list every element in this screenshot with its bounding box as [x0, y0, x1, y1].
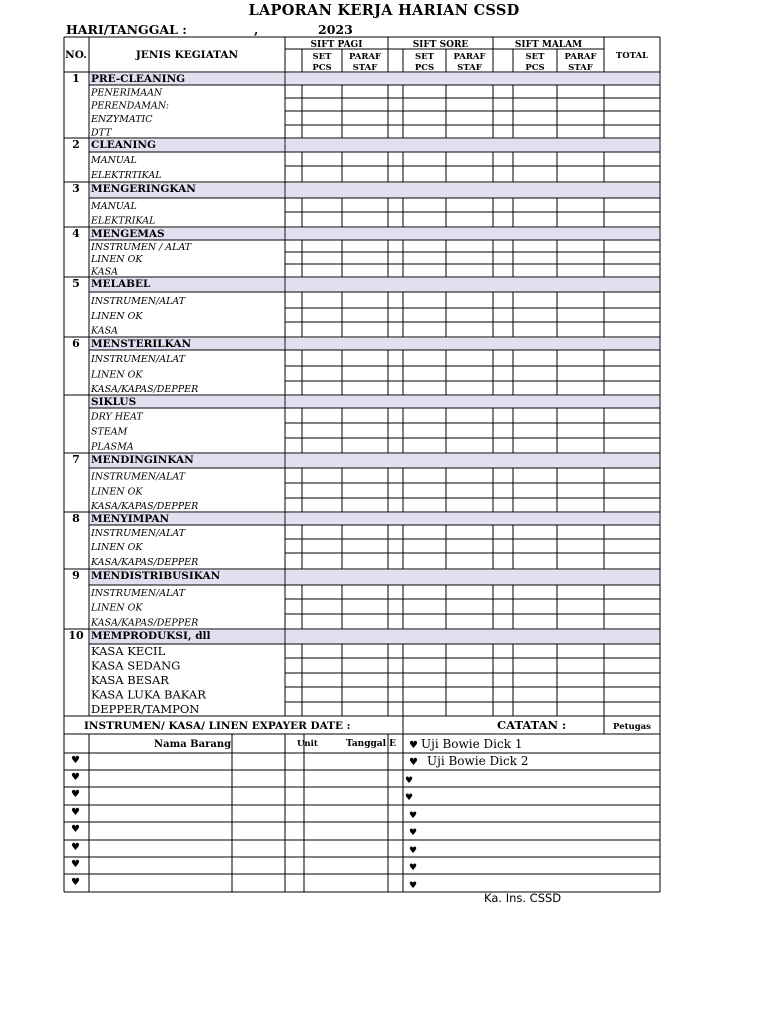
section-shade: [286, 228, 659, 240]
section-shade: [286, 454, 659, 468]
total-header: TOTAL: [615, 51, 649, 61]
date-comma: ,: [254, 22, 259, 37]
section-title: CLEANING: [91, 139, 156, 151]
activity-item: INSTRUMEN/ALAT: [91, 296, 186, 307]
section-title: MENYIMPAN: [91, 513, 170, 525]
section-shade: [286, 338, 659, 350]
paraf-header: PARAF: [453, 52, 486, 62]
activity-item: KASA/KAPAS/DEPPER: [91, 384, 199, 395]
tanggal-header: Tanggal E: [346, 739, 397, 749]
heart-bullet-icon: ♥: [405, 793, 414, 803]
paraf-header: PARAF: [348, 52, 382, 62]
activity-item: INSTRUMEN/ALAT: [91, 588, 186, 599]
section-title: MEMPRODUKSI, dll: [91, 630, 211, 642]
shift-header-3: SIFT MALAM: [514, 40, 583, 50]
activity-item: ELEKTRIKAL: [91, 215, 156, 227]
section-shade: [286, 73, 659, 85]
section-shade: [286, 396, 659, 408]
shift-header-1: SIFT PAGI: [310, 40, 363, 50]
heart-bullet-icon: ♥: [409, 757, 418, 768]
section-title: MENGEMAS: [91, 228, 165, 240]
activity-item: KASA/KAPAS/DEPPER: [91, 617, 199, 629]
heart-bullet-icon: ♥: [71, 789, 80, 800]
section-number: 6: [72, 337, 80, 350]
expiry-title: INSTRUMEN/ KASA/ LINEN EXPAYER DATE :: [84, 720, 351, 732]
note-item: Uji Bowie Dick 1: [421, 737, 523, 751]
activity-item: INSTRUMEN / ALAT: [91, 242, 192, 253]
activity-item: STEAM: [91, 426, 128, 438]
section-shade: [286, 513, 659, 525]
shift-header-2: SIFT SORE: [412, 40, 469, 50]
section-number: 8: [72, 512, 80, 525]
activity-item: KASA: [91, 325, 118, 337]
section-shade: [286, 278, 659, 292]
activity-item: LINEN OK: [91, 254, 143, 265]
pcs-header: PCS: [414, 63, 435, 73]
section-number: 9: [72, 569, 80, 582]
activity-item: KASA KECIL: [91, 644, 166, 658]
activity-item: DRY HEAT: [91, 411, 143, 423]
nama-barang-header: Nama Barang: [154, 739, 232, 750]
section-number: 2: [72, 138, 80, 151]
section-number: 4: [72, 227, 80, 240]
section-number: 10: [68, 629, 84, 642]
heart-bullet-icon: ♥: [71, 772, 80, 783]
note-item: Uji Bowie Dick 2: [427, 754, 529, 768]
activity-item: KASA/KAPAS/DEPPER: [91, 557, 199, 568]
activity-item: LINEN OK: [91, 542, 143, 553]
heart-bullet-icon: ♥: [71, 859, 80, 870]
activity-item: DEPPER/TAMPON: [91, 702, 200, 716]
section-title: MELABEL: [91, 278, 151, 290]
heart-bullet-icon: ♥: [409, 828, 418, 838]
heart-bullet-icon: ♥: [409, 740, 418, 751]
set-header: SET: [525, 52, 545, 62]
section-title: SIKLUS: [91, 396, 137, 408]
section-title: MENDINGINKAN: [91, 454, 194, 466]
section-title: MENDISTRIBUSIKAN: [91, 570, 221, 582]
heart-bullet-icon: ♥: [71, 807, 80, 818]
activity-item: PERENDAMAN:: [91, 100, 169, 112]
petugas-label: Petugas: [613, 722, 651, 732]
activity-item: KASA BESAR: [91, 673, 169, 687]
section-shade: [286, 139, 659, 152]
set-header: SET: [415, 52, 434, 62]
section-title: PRE-CLEANING: [91, 73, 186, 85]
heart-bullet-icon: ♥: [409, 881, 418, 891]
jenis-kegiatan-header: JENIS KEGIATAN: [135, 49, 239, 61]
activity-item: LINEN OK: [91, 602, 143, 614]
section-title: MENSTERILKAN: [91, 338, 192, 350]
heart-bullet-icon: ♥: [71, 824, 80, 835]
section-number: 5: [72, 277, 80, 290]
paraf-header: PARAF: [564, 52, 597, 62]
pcs-header: PCS: [312, 63, 332, 73]
activity-item: KASA LUKA BAKAR: [91, 687, 206, 702]
activity-item: LINEN OK: [91, 311, 143, 322]
activity-item: PENERIMAAN: [91, 87, 163, 99]
heart-bullet-icon: ♥: [409, 811, 418, 821]
pcs-header: PCS: [525, 63, 545, 73]
section-number: 1: [72, 72, 80, 85]
heart-bullet-icon: ♥: [405, 776, 414, 786]
signature-label: Ka. Ins. CSSD: [484, 891, 562, 905]
heart-bullet-icon: ♥: [409, 863, 418, 873]
activity-item: KASA SEDANG: [91, 658, 181, 673]
activity-item: KASA/KAPAS/DEPPER: [91, 501, 199, 512]
heart-bullet-icon: ♥: [71, 842, 80, 853]
activity-item: LINEN OK: [91, 486, 143, 498]
activity-item: ELEKTRTIKAL: [91, 170, 162, 181]
heart-bullet-icon: ♥: [71, 755, 80, 766]
no-header: NO.: [65, 49, 87, 61]
heart-bullet-icon: ♥: [71, 877, 80, 888]
activity-item: INSTRUMEN/ALAT: [91, 528, 186, 539]
heart-bullet-icon: ♥: [409, 846, 418, 856]
staf-header: STAF: [568, 63, 593, 73]
activity-item: MANUAL: [91, 201, 137, 212]
activity-item: INSTRUMEN/ALAT: [91, 354, 186, 365]
unit-header: Unit: [297, 739, 318, 749]
activity-item: LINEN OK: [91, 369, 143, 381]
section-shade: [286, 630, 659, 644]
activity-item: DTT: [91, 127, 112, 139]
document-title: LAPORAN KERJA HARIAN CSSD: [248, 2, 520, 19]
activity-item: ENZYMATIC: [91, 114, 153, 125]
catatan-label: CATATAN :: [497, 718, 567, 732]
set-header: SET: [312, 52, 332, 62]
activity-item: PLASMA: [91, 441, 134, 453]
activity-item: KASA: [91, 266, 118, 278]
activity-item: INSTRUMEN/ALAT: [91, 471, 186, 483]
section-title: MENGERINGKAN: [91, 183, 196, 195]
activity-item: MANUAL: [91, 155, 137, 166]
section-shade: [286, 570, 659, 585]
staf-header: STAF: [352, 63, 378, 73]
staf-header: STAF: [457, 63, 482, 73]
hari-tanggal-label: HARI/TANGGAL :: [66, 22, 187, 37]
section-shade: [286, 183, 659, 198]
section-number: 3: [72, 182, 80, 195]
year-label: 2023: [318, 22, 353, 37]
section-number: 7: [72, 453, 80, 466]
